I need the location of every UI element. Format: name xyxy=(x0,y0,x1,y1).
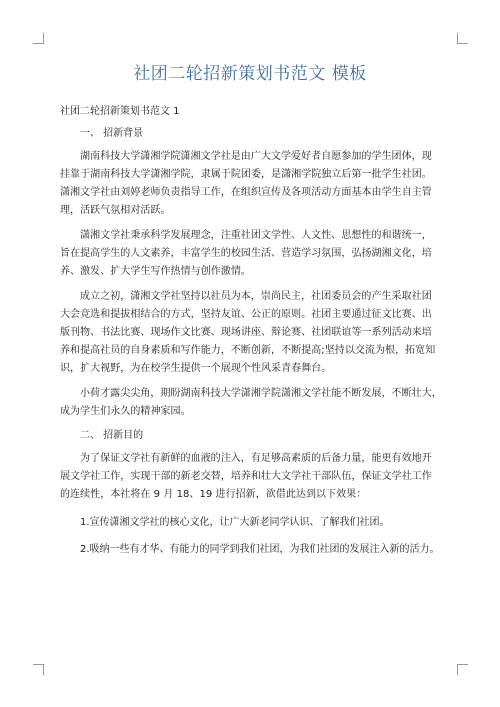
text-line: 潇湘文学社秉承科学发展理念，注重社团文学性、人文性、思想性的和谐统一， xyxy=(80,230,432,241)
text-line: 养和提高社员的自身素质和写作能力，不断创新，不断提高;坚持以交流为根，拓宽知 xyxy=(60,345,436,356)
text-line: 理，活跃气氛相对活跃。 xyxy=(60,205,171,216)
list-item-purpose-1: 1.宣传潇湘文学社的核心文化，让广大新老同学认识、了解我们社团。 xyxy=(80,517,390,528)
text-line: 的连续性，本社将在 9 月 18、19 进行招新，欲借此达到以下效果： xyxy=(60,489,367,500)
crop-mark-top-right xyxy=(457,33,468,44)
document-title: 社团二轮招新策划书范文 模板 xyxy=(133,64,367,84)
text-line: 大会竞选和提拔相结合的方式，坚持友谊、公正的原则。社团主要通过征文比赛、出 xyxy=(60,309,432,320)
text-line: 潇湘文学社由刘婷老师负责指导工作，在组织宣传及各项活动方面基本由学生自主管 xyxy=(60,187,432,198)
section-heading-background: 一、 招新背景 xyxy=(80,128,144,139)
text-line: 识，扩大视野，为在校学生提供一个展现个性风采青春舞台。 xyxy=(60,363,332,374)
crop-mark-top-left xyxy=(33,33,44,44)
text-line: 为了保证文学社有新鲜的血液的注入，有足够高素质的后备力量，能更有效地开 xyxy=(80,453,432,464)
list-item-purpose-2: 2.吸纳一些有才华、有能力的同学到我们社团，为我们社团的发展注入新的活力。 xyxy=(80,544,440,555)
text-line: 小荷才露尖尖角，期盼湖南科技大学潇湘学院潇湘文学社能不断发展，不断壮大， xyxy=(80,388,442,399)
crop-mark-bottom-right xyxy=(457,664,468,675)
text-line: 展文学社工作，实现干部的新老交替，培养和壮大文学社干部队伍，保证文学社工作 xyxy=(60,471,432,482)
paragraph-background-4 xyxy=(60,385,444,421)
text-line: 挂靠于湖南科技大学潇湘学院，隶属于院团委，是潇湘学院独立后第一批学生社团。 xyxy=(60,169,432,180)
paragraph-background-2 xyxy=(60,227,444,281)
document-subtitle: 社团二轮招新策划书范文 1 xyxy=(60,106,180,117)
text-line: 成立之初，潇湘文学社坚持以社员为本，崇尚民主，社团委员会的产生采取社团 xyxy=(80,291,432,302)
text-line: 湖南科技大学潇湘学院潇湘文学社是由广大文学爱好者自愿参加的学生团体，现 xyxy=(80,151,432,162)
paragraph-background-3 xyxy=(60,288,444,378)
text-line: 成为学生们永久的精神家园。 xyxy=(60,406,191,417)
paragraph-background-1 xyxy=(60,148,444,220)
paragraph-purpose-1 xyxy=(60,450,444,504)
document-body xyxy=(60,104,444,567)
section-heading-purpose: 二、 招新目的 xyxy=(80,430,144,441)
text-line: 版刊物、书法比赛、现场作文比赛、现场讲座、辩论赛、社团联谊等一系列活动来培 xyxy=(60,327,432,338)
text-line: 养、激发、扩大学生写作热情与创作激情。 xyxy=(60,266,251,277)
text-line: 旨在提高学生的人文素养，丰富学生的校园生活、营造学习氛围，弘扬湖湘文化，培 xyxy=(60,248,432,259)
crop-mark-bottom-left xyxy=(33,664,44,675)
